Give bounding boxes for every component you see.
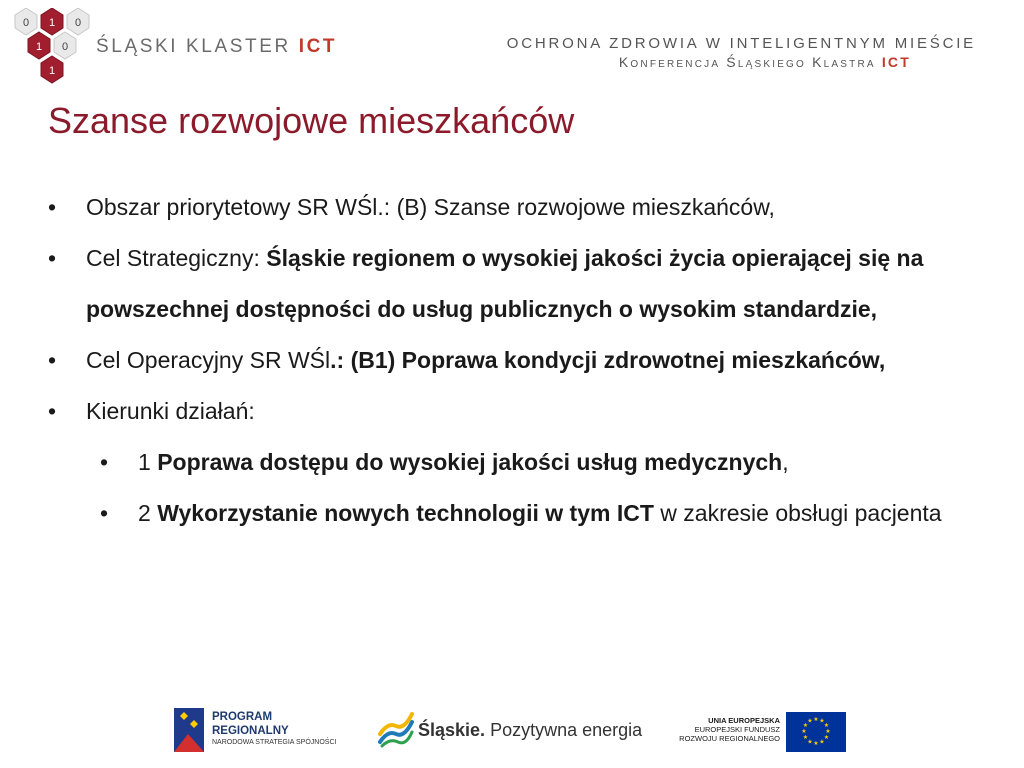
- sub-bullet-number: 1: [138, 449, 158, 475]
- logo-digit-4: 0: [61, 41, 69, 53]
- conference-accent: ICT: [881, 54, 911, 70]
- eu-fund-logo: [670, 716, 780, 743]
- slaskie-logo: [418, 720, 642, 741]
- sub-bullet-2: [100, 488, 978, 539]
- eu-line1: UNIA EUROPEJSKA: [708, 716, 780, 725]
- svg-text:★: ★: [819, 717, 825, 725]
- conference-name: Konferencja Śląskiego Klastra: [618, 54, 876, 70]
- logo-wordmark: [96, 36, 337, 58]
- bullet-list: [48, 182, 978, 539]
- bullet-bold-text: .: (B1) Poprawa kondycji zdrowotnej mieszkańców,: [330, 347, 886, 373]
- bullet-priority-area: [48, 182, 978, 233]
- conference-title: OCHRONA ZDROWIA W INTELIGENTNYM MIEŚCIE: [506, 35, 976, 52]
- sub-bullet-suffix: w zakresie obsługi pacjenta: [653, 500, 942, 526]
- svg-text:★: ★: [813, 740, 819, 747]
- program-line3: NARODOWA STRATEGIA SPÓJNOŚCI: [212, 739, 337, 746]
- slaskie-wave-icon: [376, 712, 414, 748]
- logo-accent: ICT: [298, 36, 338, 57]
- logo-digit-2: 0: [74, 17, 82, 29]
- logo-digit-5: 1: [48, 65, 56, 77]
- program-regionalny-logo: [212, 712, 336, 746]
- program-line1: PROGRAM: [212, 711, 273, 723]
- bullet-strategic-goal: [48, 233, 978, 335]
- slaskie-brand: Śląskie.: [418, 720, 486, 740]
- page-title: Szanse rozwojowe mieszkańców: [48, 100, 575, 141]
- svg-text:★: ★: [802, 734, 809, 741]
- bullet-bold-text: Śląskie regionem o wysokiej jakości życia opierającej się na powszechnej dostępności do usług publicznych o wysokim standardzie,: [86, 245, 924, 322]
- svg-text:★: ★: [802, 722, 809, 729]
- logo-digit-0: 0: [22, 17, 30, 29]
- program-regionalny-flag-icon: [172, 706, 206, 754]
- svg-text:★: ★: [823, 722, 830, 729]
- svg-text:★: ★: [813, 716, 819, 723]
- bullet-text: Obszar priorytetowy SR WŚl.: (B) Szanse rozwojowe mieszkańców,: [86, 194, 775, 220]
- eu-line2: EUROPEJSKI FUNDUSZ: [694, 725, 780, 734]
- sub-bullet-suffix: ,: [782, 449, 789, 475]
- bullet-operational-goal: [48, 335, 978, 386]
- logo-digit-1: 1: [48, 17, 56, 29]
- sub-bullet-bold-text: Poprawa dostępu do wysokiej jakości usług medycznych: [157, 449, 783, 475]
- logo-digit-3: 1: [35, 41, 43, 53]
- svg-text:★: ★: [823, 734, 830, 741]
- logo-name: ŚLĄSKI KLASTER: [96, 36, 291, 57]
- bullet-prefix: Cel Strategiczny:: [86, 245, 267, 271]
- sub-bullet-number: 2: [138, 500, 158, 526]
- eu-flag-icon: [786, 712, 846, 752]
- sub-bullet-1: [100, 437, 978, 488]
- program-line2: REGIONALNY: [212, 724, 289, 737]
- conference-subtitle: [619, 54, 911, 70]
- svg-text:★: ★: [801, 728, 807, 735]
- sub-bullet-bold-text: Wykorzystanie nowych technologii w tym ICT: [157, 500, 654, 526]
- eu-line3: ROZWOJU REGIONALNEGO: [679, 734, 780, 743]
- bullet-prefix: Cel Operacyjny SR WŚl: [86, 347, 331, 373]
- bullet-text: Kierunki działań:: [86, 398, 255, 424]
- slaskie-slogan: Pozytywna energia: [485, 720, 643, 740]
- svg-text:★: ★: [807, 717, 813, 725]
- svg-text:★: ★: [819, 738, 825, 746]
- svg-text:★: ★: [825, 728, 831, 735]
- footer-logos: [0, 700, 1024, 768]
- slaski-klaster-ict-logo-icon: [12, 8, 102, 90]
- bullet-action-directions: [48, 386, 978, 437]
- svg-text:★: ★: [807, 738, 813, 746]
